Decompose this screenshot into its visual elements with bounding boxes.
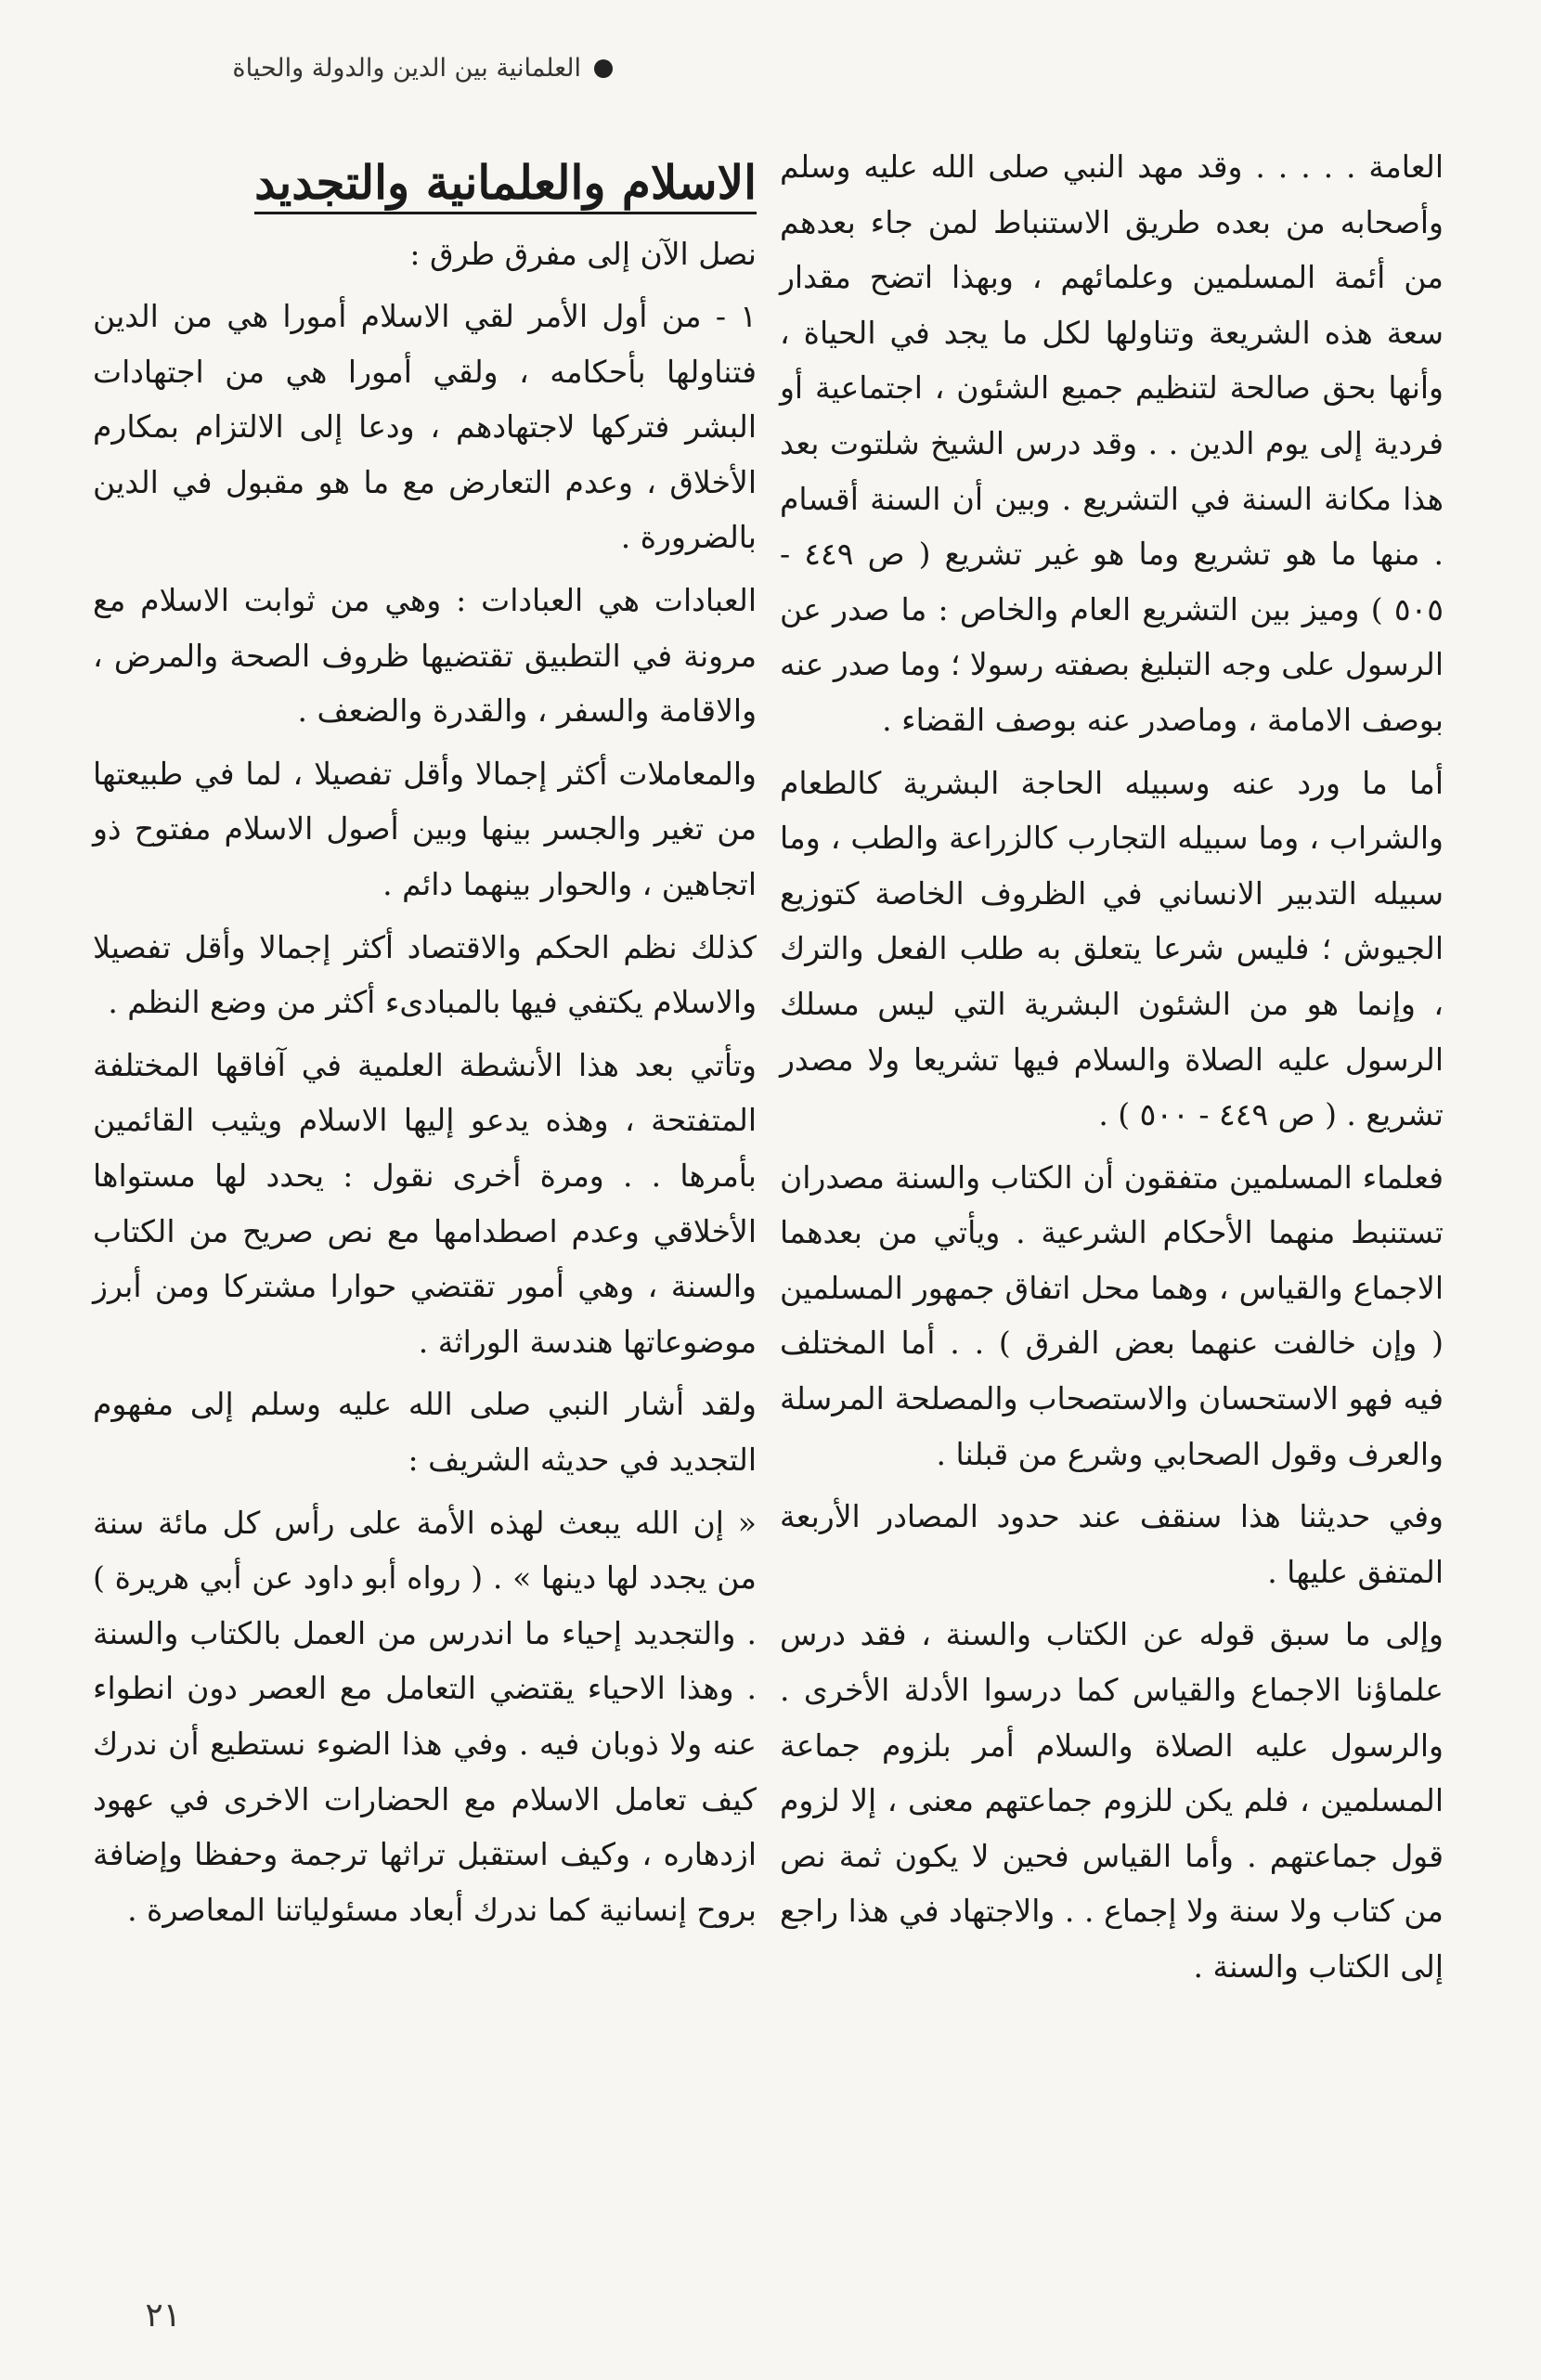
- paragraph: كذلك نظم الحكم والاقتصاد أكثر إجمالا وأقل تفصيلا والاسلام يكتفي فيها بالمبادىء أكثر من وضع النظم .: [93, 928, 757, 1021]
- paragraph: ١ - من أول الأمر لقي الاسلام أمورا هي من الدين فتناولها بأحكامه ، ولقي أمورا هي من اجتهادات البشر فتركها لاجتهادهم ، ودعا إلى الالتزام بمكارم الأخلاق ، وعدم التعارض مع ما هو مقبول في الدين بالضرورة .: [93, 298, 757, 556]
- paragraph: والمعاملات أكثر إجمالا وأقل تفصيلا ، لما في طبيعتها من تغير والجسر بينها وبين أصول الاسلام مفتوح ذو اتجاهين ، والحوار بينهما دائم .: [93, 755, 757, 903]
- paragraph: « إن الله يبعث لهذه الأمة على رأس كل مائة سنة من يجدد لها دينها » . ( رواه أبو داود عن أبي هريرة ) . والتجديد إحياء ما اندرس من العمل بالكتاب والسنة . وهذا الاحياء يقتضي التعامل مع العصر دون انطواء عنه ولا ذوبان فيه . وفي هذا الضوء نستطيع أن ندرك كيف تعامل الاسلام مع الحضارات الاخرى في عهود ازدهاره ، وكيف استقبل تراثها ترجمة وحفظا وإضافة بروح إنسانية كما ندرك أبعاد مسئولياتنا المعاصرة .: [93, 1504, 757, 1928]
- paragraph: العامة . . . . . وقد مهد النبي صلى الله عليه وسلم وأصحابه من بعده طريق الاستنباط لمن جاء بعدهم من أئمة المسلمين وعلمائهم ، وبهذا اتضح مقدار سعة هذه الشريعة وتناولها لكل ما يجد في الحياة ، وأنها بحق صالحة لتنظيم جميع الشئون ، اجتماعية أو فردية إلى يوم الدين . . وقد درس الشيخ شلتوت بعد هذا مكانة السنة في التشريع . وبين أن السنة أقسام . منها ما هو تشريع وما هو غير تشريع ( ص ٤٤٩ - ٥٠٥ ) وميز بين التشريع العام والخاص : ما صدر عن الرسول على وجه التبليغ بصفته رسولا ؛ وما صدر عنه بوصف الامامة ، وماصدر عنه بوصف القضاء .: [780, 149, 1444, 738]
- section-title-text: الاسلام والعلمانية والتجديد: [254, 155, 757, 214]
- paragraph: فعلماء المسلمين متفقون أن الكتاب والسنة مصدران تستنبط منهما الأحكام الشرعية . ويأتي من بعدهما الاجماع والقياس ، وهما محل اتفاق جمهور المسلمين ( وإن خالفت عنهما بعض الفرق ) . . أما المختلف فيه فهو الاستحسان والاستصحاب والمصلحة المرسلة والعرف وقول الصحابي وشرع من قبلنا .: [780, 1158, 1444, 1472]
- running-header-text: العلمانية بين الدين والدولة والحياة: [232, 54, 581, 83]
- column-gutter: [792, 139, 793, 2302]
- right-column: [780, 139, 1444, 2002]
- paragraph: أما ما ورد عنه وسبيله الحاجة البشرية كالطعام والشراب ، وما سبيله التجارب كالزراعة والطب ، وما سبيله التدبير الانساني في الظروف الخاصة كتوزيع الجيوش ؛ فليس شرعا يتعلق به طلب الفعل والترك ، وإنما هو من الشئون البشرية التي ليس مسلك الرسول عليه الصلاة والسلام فيها تشريعا ولا مصدر تشريع . ( ص ٤٤٩ - ٥٠٠ ) .: [780, 764, 1444, 1133]
- paragraph: وتأتي بعد هذا الأنشطة العلمية في آفاقها المختلفة المتفتحة ، وهذه يدعو إليها الاسلام ويثيب القائمين بأمرها . . ومرة أخرى نقول : يحدد لها مستواها الأخلاقي وعدم اصطدامها مع نص صريح من الكتاب والسنة ، وهي أمور تقتضي حوارا مشتركا ومن أبرز موضوعاتها هندسة الوراثة .: [93, 1046, 757, 1360]
- paragraph: وفي حديثنا هذا سنقف عند حدود المصادر الأربعة المتفق عليها .: [780, 1498, 1444, 1590]
- paragraph: وإلى ما سبق قوله عن الكتاب والسنة ، فقد درس علماؤنا الاجماع والقياس كما درسوا الأدلة الأخرى . والرسول عليه الصلاة والسلام أمر بلزوم جماعة المسلمين ، فلم يكن للزوم جماعتهم معنى ، إلا لزوم قول جماعتهم . وأما القياس فحين لا يكون ثمة نص من كتاب ولا سنة ولا إجماع . . والاجتهاد في هذا راجع إلى الكتاب والسنة .: [780, 1616, 1444, 1985]
- paragraph: ولقد أشار النبي صلى الله عليه وسلم إلى مفهوم التجديد في حديثه الشريف :: [93, 1386, 757, 1478]
- left-column: [93, 156, 757, 1945]
- bullet-icon: [594, 59, 613, 78]
- section-title: [93, 156, 757, 213]
- paragraph: العبادات هي العبادات : وهي من ثوابت الاسلام مع مرونة في التطبيق تقتضيها ظروف الصحة والمرض ، والاقامة والسفر ، والقدرة والضعف .: [93, 582, 757, 730]
- paragraph: نصل الآن إلى مفرق طرق :: [409, 235, 757, 272]
- page-number: ٢١: [145, 2296, 181, 2335]
- running-header: [93, 54, 613, 83]
